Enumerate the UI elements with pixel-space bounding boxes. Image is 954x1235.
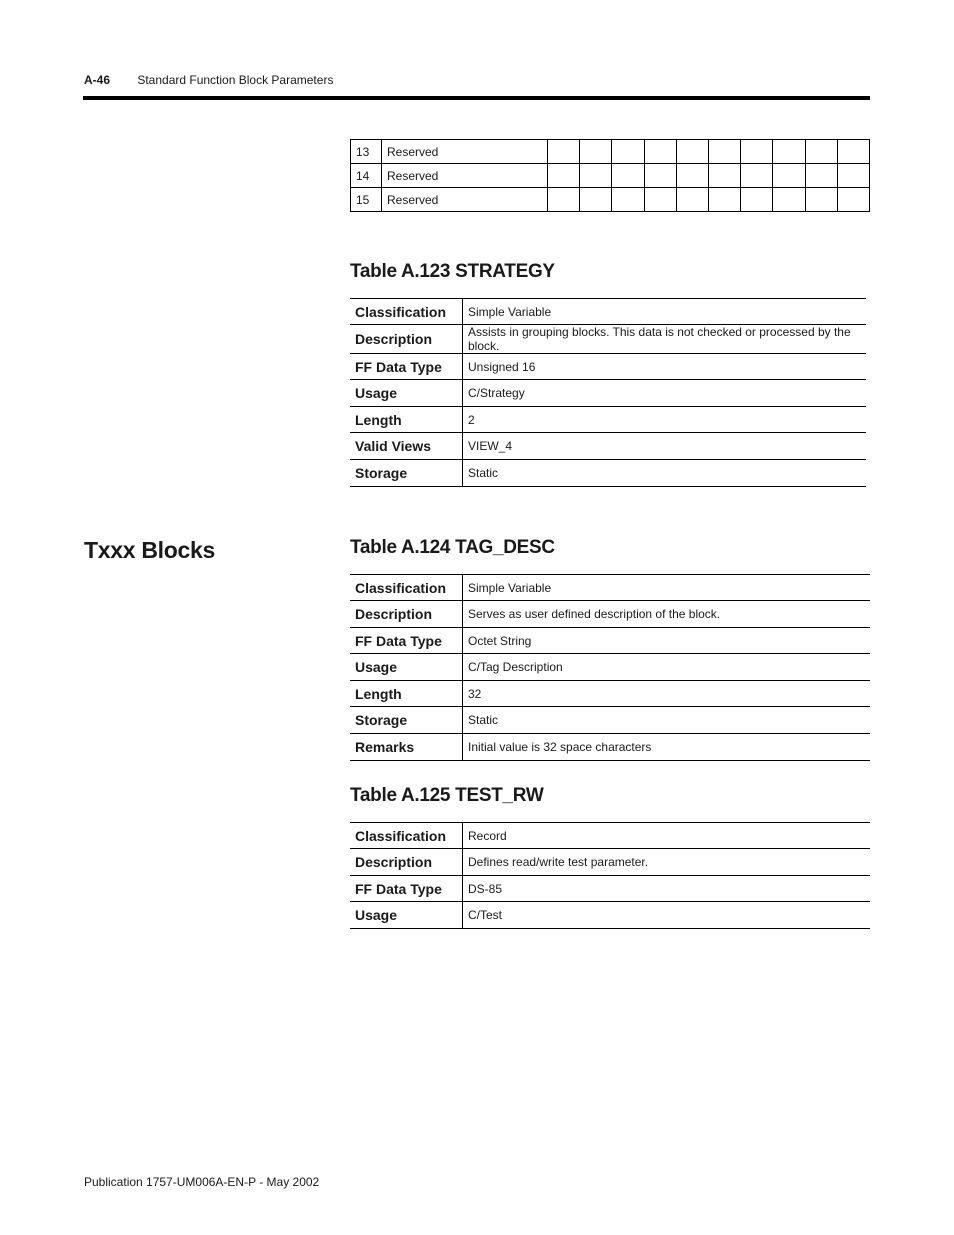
param-key: Classification bbox=[350, 575, 463, 601]
table-row bbox=[350, 902, 870, 929]
bit-cell bbox=[612, 140, 644, 164]
bit-number: 15 bbox=[351, 188, 382, 212]
param-value: Defines read/write test parameter. bbox=[468, 855, 649, 869]
publication-footer: Publication 1757-UM006A-EN-P - May 2002 bbox=[84, 1175, 320, 1189]
table-row bbox=[350, 354, 866, 380]
page-header bbox=[84, 73, 333, 87]
param-key: Description bbox=[350, 849, 463, 876]
bit-cell bbox=[708, 188, 740, 212]
table-row bbox=[350, 628, 870, 654]
table-row bbox=[351, 188, 870, 212]
param-key: FF Data Type bbox=[350, 354, 463, 380]
bit-cell bbox=[708, 164, 740, 188]
param-key: Description bbox=[350, 601, 463, 628]
bit-cell bbox=[612, 164, 644, 188]
param-value: Assists in grouping blocks. This data is not checked or processed by the block. bbox=[468, 325, 851, 353]
table-title: Table A.123 STRATEGY bbox=[350, 261, 555, 282]
table-title: Table A.124 TAG_DESC bbox=[350, 537, 555, 558]
table-row bbox=[350, 654, 870, 681]
table-title: Table A.125 TEST_RW bbox=[350, 785, 544, 806]
bit-name: Reserved bbox=[382, 164, 548, 188]
table-row bbox=[350, 433, 866, 460]
bit-name: Reserved bbox=[382, 140, 548, 164]
param-key: Usage bbox=[350, 902, 463, 929]
bit-cell bbox=[773, 188, 805, 212]
param-key: Classification bbox=[350, 299, 463, 325]
bit-name: Reserved bbox=[382, 188, 548, 212]
bit-cell bbox=[805, 164, 837, 188]
param-key: Remarks bbox=[350, 734, 463, 761]
param-value: C/Test bbox=[468, 908, 503, 922]
bit-cell bbox=[644, 188, 676, 212]
param-key: Storage bbox=[350, 460, 463, 487]
bit-cell bbox=[773, 140, 805, 164]
bit-cell bbox=[676, 188, 708, 212]
param-value: Record bbox=[468, 828, 507, 843]
bit-cell bbox=[837, 188, 869, 212]
param-value: Simple Variable bbox=[468, 304, 552, 319]
bit-cell bbox=[708, 140, 740, 164]
table-row bbox=[350, 734, 870, 761]
bit-cell bbox=[837, 164, 869, 188]
bit-cell bbox=[741, 188, 773, 212]
table-row bbox=[350, 849, 870, 876]
strategy-table bbox=[350, 298, 866, 487]
param-key: Usage bbox=[350, 380, 463, 407]
bit-cell bbox=[548, 140, 580, 164]
bit-cell bbox=[580, 188, 612, 212]
bit-number: 14 bbox=[351, 164, 382, 188]
bit-cell bbox=[644, 140, 676, 164]
param-key: Usage bbox=[350, 654, 463, 681]
param-key: Valid Views bbox=[350, 433, 463, 460]
test-rw-table bbox=[350, 822, 870, 929]
page-number: A-46 bbox=[84, 73, 111, 87]
bit-cell bbox=[741, 140, 773, 164]
table-row bbox=[350, 601, 870, 628]
param-key: FF Data Type bbox=[350, 628, 463, 654]
tag-desc-table bbox=[350, 574, 870, 761]
param-value: Simple Variable bbox=[468, 580, 552, 595]
bit-table bbox=[350, 139, 870, 212]
section-title: Txxx Blocks bbox=[84, 537, 215, 563]
param-value: Static bbox=[468, 713, 499, 727]
table-row bbox=[350, 380, 866, 407]
param-value: 2 bbox=[468, 412, 475, 427]
param-value: VIEW_4 bbox=[468, 439, 513, 453]
bit-cell bbox=[741, 164, 773, 188]
table-row bbox=[350, 460, 866, 487]
param-key: Length bbox=[350, 681, 463, 707]
table-row bbox=[350, 823, 870, 849]
bit-cell bbox=[676, 164, 708, 188]
table-row bbox=[350, 876, 870, 902]
param-key: FF Data Type bbox=[350, 876, 463, 902]
param-value: Octet String bbox=[468, 633, 532, 648]
bit-cell bbox=[676, 140, 708, 164]
param-value: C/Strategy bbox=[468, 386, 525, 400]
bit-cell bbox=[580, 140, 612, 164]
param-value: C/Tag Description bbox=[468, 660, 563, 674]
header-title: Standard Function Block Parameters bbox=[137, 73, 334, 87]
param-value: Initial value is 32 space characters bbox=[468, 740, 652, 754]
table-row bbox=[350, 575, 870, 601]
param-key: Classification bbox=[350, 823, 463, 849]
param-value: Serves as user defined description of the block. bbox=[468, 607, 721, 621]
param-value: Static bbox=[468, 466, 499, 480]
table-row bbox=[351, 164, 870, 188]
table-row bbox=[350, 707, 870, 734]
bit-cell bbox=[580, 164, 612, 188]
bit-cell bbox=[773, 164, 805, 188]
param-value: Unsigned 16 bbox=[468, 359, 536, 374]
table-row bbox=[350, 299, 866, 325]
header-rule bbox=[83, 96, 870, 100]
table-row bbox=[350, 681, 870, 707]
bit-cell bbox=[612, 188, 644, 212]
bit-cell bbox=[548, 164, 580, 188]
bit-cell bbox=[805, 140, 837, 164]
param-value: DS-85 bbox=[468, 881, 503, 896]
table-row bbox=[351, 140, 870, 164]
bit-number: 13 bbox=[351, 140, 382, 164]
table-row bbox=[350, 325, 866, 354]
bit-cell bbox=[548, 188, 580, 212]
bit-cell bbox=[644, 164, 676, 188]
param-key: Storage bbox=[350, 707, 463, 734]
param-value: 32 bbox=[468, 686, 482, 701]
param-key: Description bbox=[350, 325, 463, 354]
bit-cell bbox=[837, 140, 869, 164]
bit-cell bbox=[805, 188, 837, 212]
table-row bbox=[350, 407, 866, 433]
param-key: Length bbox=[350, 407, 463, 433]
